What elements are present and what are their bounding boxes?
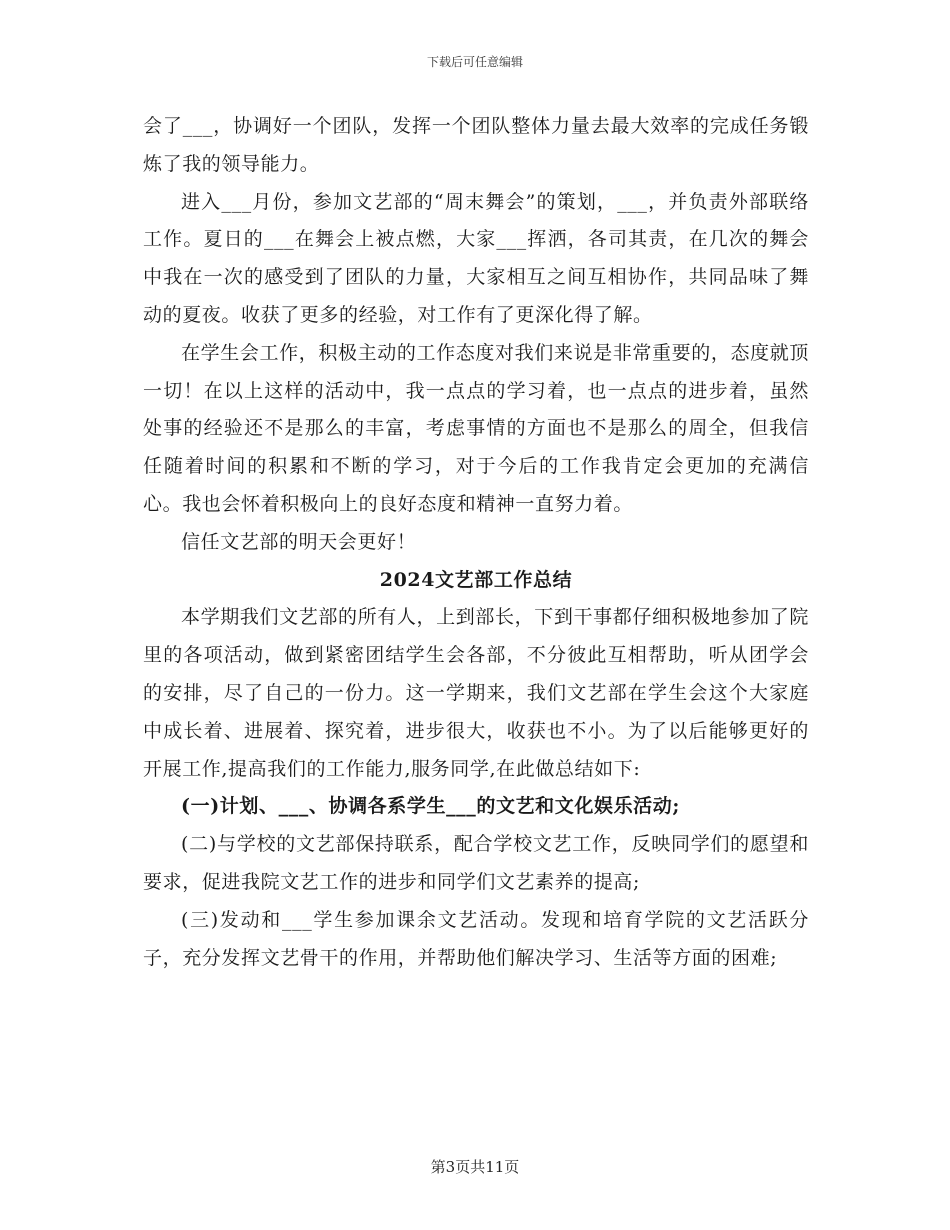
paragraph-weekend-dance: 进入___月份，参加文艺部的“周末舞会”的策划，___，并负责外部联络工作。夏日的___在舞会上被点燃，大家___挥洒，各司其责，在几次的舞会中我在一次的感受到了团队的力量，大家相互之间互相协作，共同品味了舞动的夏夜。收获了更多的经验，对工作有了更深化得了解。 <box>143 190 809 326</box>
list-item-3: (三)发动和___学生参加课余文艺活动。发现和培育学院的文艺活跃分子，充分发挥文艺骨干的作用，并帮助他们解决学习、生活等方面的困难; <box>143 908 809 969</box>
paragraph-summary-intro: 本学期我们文艺部的所有人，上到部长，下到干事都仔细积极地参加了院里的各项活动，做到紧密团结学生会各部，不分彼此互相帮助，听从团学会的安排，尽了自己的一份力。这一学期来，我们文艺部在学生会这个大家庭中成长着、进展着、探究着，进步很大，收获也不小。为了以后能够更好的开展工作,提高我们的工作能力,服务同学,在此做总结如下: <box>143 606 809 780</box>
list-item-2: (二)与学校的文艺部保持联系，配合学校文艺工作，反映同学们的愿望和要求，促进我院文艺工作的进步和同学们文艺素养的提高; <box>143 833 809 893</box>
section-title: 2024文艺部工作总结 <box>379 568 573 591</box>
paragraph-continued: 会了___，协调好一个团队，发挥一个团队整体力量去最大效率的完成任务锻炼了我的领导能力。 <box>143 115 809 175</box>
page-header-note: 下载后可任意编辑 <box>426 55 523 69</box>
page-number: 第3页共11页 <box>430 1158 520 1176</box>
paragraph-closing: 信任文艺部的明天会更好！ <box>181 530 417 553</box>
list-item-1: (一)计划、___、协调各系学生___的文艺和文化娱乐活动; <box>181 795 680 818</box>
document-body <box>143 108 809 977</box>
paragraph-work-attitude: 在学生会工作，积极主动的工作态度对我们来说是非常重要的，态度就顶一切！在以上这样的活动中，我一点点的学习着，也一点点的进步着，虽然处事的经验还不是那么的丰富，考虑事情的方面也不是那么的周全，但我信任随着时间的积累和不断的学习，对于今后的工作我肯定会更加的充满信心。我也会怀着积极向上的良好态度和精神一直努力着。 <box>143 341 809 515</box>
